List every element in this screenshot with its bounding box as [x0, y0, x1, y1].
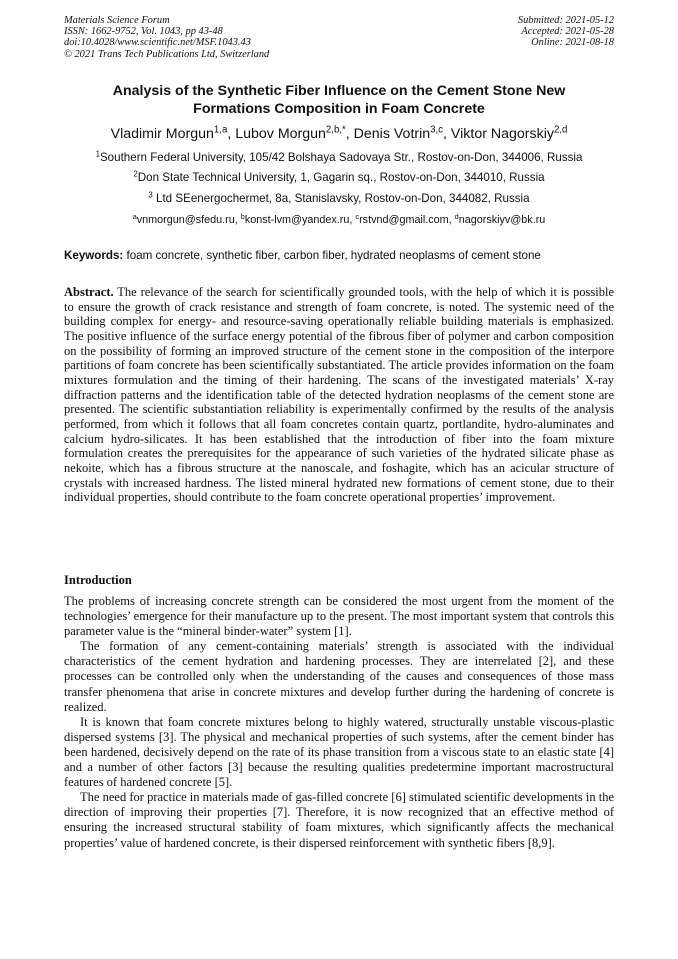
email-mark: b: [240, 211, 245, 221]
journal-info: [64, 15, 269, 60]
email-mark: a: [132, 211, 137, 221]
email-address[interactable]: rstvnd@gmail.com,: [359, 214, 455, 226]
journal-copyright: © 2021 Trans Tech Publications Ltd, Switzerland: [64, 48, 270, 60]
paragraph: The need for practice in materials made of gas-filled concrete [6] stimulated scientific developments in the direction of improving their properties [7]. Therefore, it is now recognized that an effective method of ensuring the increased structural stability of foam mixtures, which significantly affects the mechanical properties’ value of hardened concrete, is their dispersed reinforcement with synthetic fibers [8,9].: [64, 790, 614, 850]
author-separator: ,: [345, 126, 354, 142]
author-name: Lubov Morgun: [235, 126, 326, 142]
affiliation: [30, 192, 648, 206]
publication-dates: [518, 15, 614, 49]
keywords-text: foam concrete, synthetic fiber, carbon fiber, hydrated neoplasms of cement stone: [123, 249, 541, 262]
journal-doi: doi:10.4028/www.scientific.net/MSF.1043.43: [64, 37, 251, 49]
email-list: [30, 213, 648, 227]
email-address[interactable]: vnmorgun@sfedu.ru,: [136, 214, 241, 226]
paper-title: [64, 82, 614, 118]
affiliation-text: Don State Technical University, 1, Gagarin sq., Rostov-on-Don, 344010, Russia: [137, 171, 545, 184]
author-affiliation-mark: 2,d: [553, 124, 568, 136]
email-address[interactable]: nagorskiyv@bk.ru: [458, 214, 546, 226]
affiliation-text: Southern Federal University, 105/42 Bolshaya Sadovaya Str., Rostov-on-Don, 344006, Russia: [99, 151, 583, 164]
online-date: Online: 2021-08-18: [531, 37, 614, 49]
affiliation-mark: 2: [133, 169, 138, 179]
author-separator: ,: [443, 126, 451, 142]
email-mark: d: [454, 211, 459, 221]
keywords: [64, 249, 614, 263]
journal-issn: ISSN: 1662-9752, Vol. 1043, pp 43-48: [64, 26, 223, 38]
keywords-label: Keywords:: [64, 249, 124, 262]
author-name: Vladimir Morgun: [110, 126, 214, 142]
author-affiliation-mark: 1,a: [213, 124, 228, 136]
paragraph: The problems of increasing concrete strength can be considered the most urgent from the moment of the technologies’ emergence for their manufacture up to the present. The most important system that controls this parameter value is the “mineral binder-water” system [1].: [64, 594, 614, 639]
email-address[interactable]: konst-lvm@yandex.ru,: [244, 214, 356, 226]
section-heading: Introduction: [64, 573, 132, 587]
paragraph: It is known that foam concrete mixtures belong to highly watered, structurally unstable viscous-plastic dispersed systems [3]. The physical and mechanical properties of such systems, after the cement binder has been hardened, decisively depend on the rate of its phase transition from a viscous state to an elastic state [4] and a number of other factors [3] because the resulting qualities predetermine important macrostructural features of hardened concrete [5].: [64, 714, 614, 790]
author-affiliation-mark: 2,b,*: [325, 124, 346, 136]
submitted-date: Submitted: 2021-05-12: [517, 15, 614, 26]
author-list: [40, 125, 638, 143]
affiliation: [30, 171, 648, 185]
affiliation-text: Ltd SEenergochermet, 8a, Stanislavsky, Rostov-on-Don, 344082, Russia: [152, 192, 530, 205]
author-name: Denis Votrin: [353, 126, 431, 142]
author-separator: ,: [227, 126, 236, 142]
title-line: Formations Composition in Foam Concrete: [193, 101, 485, 117]
author-affiliation-mark: 3,c: [430, 124, 444, 136]
author-name: Viktor Nagorskiy: [450, 126, 554, 142]
affiliation-mark: 3: [148, 190, 153, 200]
title-line: Analysis of the Synthetic Fiber Influence on the Cement Stone New: [112, 83, 566, 99]
email-mark: c: [355, 211, 360, 221]
abstract-label: Abstract.: [64, 285, 114, 299]
affiliation-mark: 1: [95, 149, 100, 159]
abstract: [64, 285, 614, 505]
introduction-body: [64, 594, 614, 851]
journal-name: Materials Science Forum: [64, 15, 170, 26]
paragraph: The formation of any cement-containing materials’ strength is associated with the individual characteristics of the cement hydration and hardening processes. They are interrelated [2], and these processes can be controlled only when the understanding of the causes and consequences of those mass transfer phenomena that arise in concrete mixtures and develop further during the hardening of concrete is realized.: [64, 639, 614, 714]
accepted-date: Accepted: 2021-05-28: [521, 26, 614, 38]
affiliation: [30, 151, 648, 165]
abstract-text: The relevance of the search for scientifically grounded tools, with the help of which it is possible to ensure the growth of crack resistance and strength of foam concrete, is noted. The systemic need of the building complex for energy- and resource-saving operationally reliable building materials is emphasized. The positive influence of the surface energy potential of the fibrous fiber of polymer and carbon composition on the possibility of forming an improved structure of the cement stone in the composition of the interpore partitions of foam concrete has been scientifically substantiated. The article provides information on the foam mixtures formulation and the timing of their hardening. The scans of the investigated materials’ X-ray diffraction patterns and the identification table of the detected hydration neoplasms of the cement stone are presented. The scientific substantiation reliability is experimentally confirmed by the results of the analysis performed, from which it follows that all foam concretes contain quartz, portlandite, hydro-aluminates and calcium hydro-silicates. It has been established that the introduction of fiber into the foam mixture formulation creates the prerequisites for the appearance of such varieties of the hydrated silicate phase as nekoite, which has a fibrous structure at the nanoscale, and foshagite, which has an acicular structure of crystals with increased hardness. The listed mineral hydrated new formations of cement stone, due to their individual properties, should contribute to the foam concrete operational properties’ improvement.: [64, 285, 614, 505]
